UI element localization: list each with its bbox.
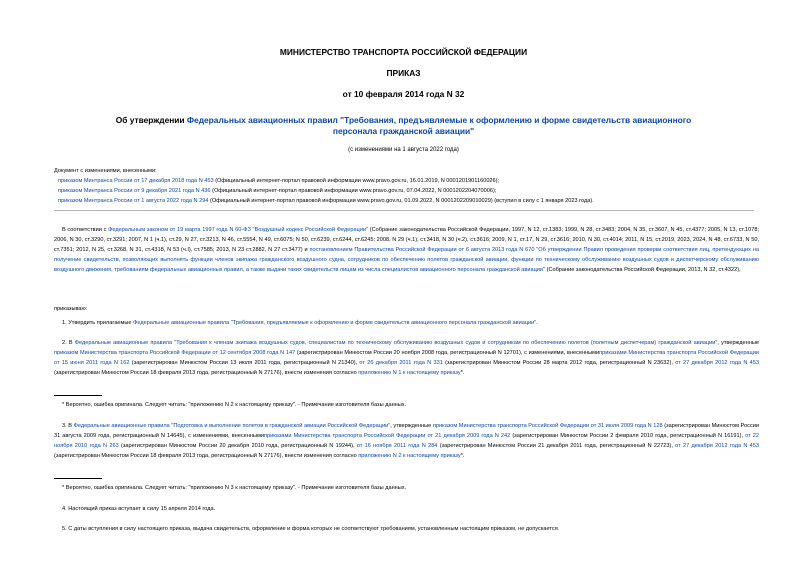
order-263-link[interactable]: от 22 ноября 2010 года N 263 <box>54 433 759 449</box>
footnote-rule <box>54 395 102 396</box>
clause-text: *. <box>460 370 465 376</box>
title-rules-link[interactable]: Федеральных авиационных правил "Требования, предъявляемые к оформлению и форме свидетельств авиационного персонала гражданской авиации" <box>186 115 692 136</box>
revision-note: (с изменениями на 1 августа 2022 года) <box>348 147 459 153</box>
clause-text: (зарегистрирован Минюстом России 31 августа 2009 года, регистрационный N 14645), с изменениями, внесенными <box>54 423 759 439</box>
change-source-2021: (Официальный интернет-портал правовой информации www.pravo.gov.ru, 07.04.2022, N 0001202204070006); <box>210 188 497 194</box>
document-title <box>95 115 712 137</box>
flight-rules-link[interactable]: Федеральные авиационные правила "Подготовка и выполнение полетов в гражданской авиации Российской Федерации" <box>73 423 391 429</box>
footnote-2: * Вероятно, ошибка оригинала. Следует читать: "приложению N 3 к настоящему приказу". - Примечание изготовителя базы данных. <box>62 485 407 491</box>
clause-text: *. <box>460 453 465 459</box>
change-item <box>54 196 794 206</box>
changes-intro: Документ с изменениями, внесенными: <box>54 168 157 174</box>
clause-text: (зарегистрирован Минюстом России 20 ноября 2008 года, регистрационный N 12701), с изменениями, внесенными <box>295 350 600 356</box>
clause-text: (зарегистрирован Минюстом России 18 февраля 2013 года, регистрационный N 27176), внести изменения согласно <box>54 370 359 376</box>
clause-text: 1. Утвердить прилагаемые <box>62 320 134 326</box>
order-word: приказываю: <box>54 306 88 312</box>
clause-text: (зарегистрирован Минюстом России 13 июля 2011 года, регистрационный N 21340), <box>129 360 360 366</box>
clause-text: . <box>536 320 538 326</box>
approved-rules-link[interactable]: Федеральные авиационные правила "Требования, предъявляемые к оформлению и форме свидетельств авиационного персонала гражданской авиации" <box>133 320 537 326</box>
clause-text: (зарегистрирован Минюстом России 18 февраля 2013 года, регистрационный N 27176), внести изменения согласно <box>54 453 359 459</box>
change-source-2018: (Официальный интернет-портал правовой информации www.pravo.gov.ru, 16.01.2019, N 0001201901160026); <box>213 178 500 184</box>
preamble-paragraph <box>54 225 759 275</box>
appendix-1-link[interactable]: приложению N 1 к настоящему приказу <box>358 370 461 376</box>
change-link-2021[interactable]: приказом Минтранса России от 9 декабря 2021 года N 436 <box>58 188 211 194</box>
changes-block <box>54 166 794 206</box>
footnote-rule <box>54 478 102 479</box>
order-453-link[interactable]: от 27 декабря 2012 года N 453 <box>675 443 759 449</box>
changes-divider <box>54 210 754 211</box>
change-item <box>54 186 794 196</box>
preamble-text: (Собрание законодательства Российской Федерации, 1997, N 12, ст.1383; 1999, N 28, ст.3483; 2004, N 35, ст.3607, N 45, ст.4377; 2005, N 13, ст.1078; 2006, N 30, ст.3290, ст.3291; 2007, N 1 (ч.1), ст.29, N 27, ст.3213, N 46, ст.5554, N 49, ст.6075; N 50, ст.6239, ст.6244, ст.6245; 2008, N 29 (ч.1), ст.3418, N 30 (ч.2), ст.3616; 2009, N 1, ст.17, N 29, ст.3616; 2010, N 30, ст.4014; 2011, N 15, ст.2019, 2023, 2024, N 48, ст.6733, N 50, ст.7351; 2012, N 25, ст.3268, N 31, ст.4318, N 53 (ч.I), ст.7585; 2013, N 23 ст.2882, N 27 ст.3477) и <box>54 227 759 253</box>
clause-text: , утвержденные <box>717 340 759 346</box>
order-128-link[interactable]: приказом Министерства транспорта Российской Федерации от 31 июля 2009 года N 128 <box>432 423 663 429</box>
order-331-link[interactable]: от 26 декабря 2011 года N 331 <box>359 360 443 366</box>
order-453-link[interactable]: от 27 декабря 2012 года N 453 <box>675 360 760 366</box>
clause-text: (зарегистрирован Минюстом России 28 марта 2012 года, регистрационный N 23632), <box>442 360 676 366</box>
order-147-link[interactable]: приказом Министерства транспорта Российской Федерации от 12 сентября 2008 года N 147 <box>54 350 296 356</box>
clause-text: 3. В <box>62 423 74 429</box>
change-link-2022[interactable]: приказом Минтранса России от 1 августа 2022 года N 294 <box>58 198 209 204</box>
clause-text: (зарегистрирован Минюстом России 21 декабря 2011 года, регистрационный N 22723), <box>437 443 676 449</box>
footnote-1: * Вероятно, ошибка оригинала. Следует читать: "приложению N 2 к настоящему приказу". - Примечание изготовителя базы данных. <box>62 402 407 408</box>
clause-5: 5. С даты вступления в силу настоящего приказа, выдача свидетельств, оформление и форма которых не соответствуют требованиям, установленным настоящим приказом, не допускается. <box>62 526 560 532</box>
clause-3 <box>54 421 759 461</box>
clause-text: 2. В <box>62 340 75 346</box>
clause-text: (зарегистрирован Минюстом России 20 декабря 2010 года, регистрационный N 19244), <box>118 443 357 449</box>
order-162-link[interactable]: приказами Министерства транспорта Российской Федерации от 15 июня 2011 года N 162 <box>54 350 759 366</box>
ministry-heading: МИНИСТЕРСТВО ТРАНСПОРТА РОССИЙСКОЙ ФЕДЕРАЦИИ <box>279 47 528 57</box>
clause-4: 4. Настоящий приказ вступает в силу 15 апреля 2014 года. <box>62 506 216 512</box>
change-source-2022: (Официальный интернет-портал правовой информации www.pravo.gov.ru, 01.09.2022, N 0001202209010029) (вступил в силу с 1 января 2023 года). <box>208 198 594 204</box>
preamble-text: (Собрание законодательства Российской Федерации, 2013, N 32, ст.4322), <box>545 267 741 273</box>
document-type: ПРИКАЗ <box>386 68 421 78</box>
title-prefix: Об утверждении <box>115 115 187 125</box>
crew-rules-link[interactable]: Федеральные авиационные правила "Требования к членам экипажа воздушных судов, специалистам по техническому обслуживанию воздушных судов и сотрудникам по обеспечению полетов (полетным диспетчерам) гражданской авиации" <box>74 340 718 346</box>
clause-2 <box>54 338 759 378</box>
document-date-number: от 10 февраля 2014 года N 32 <box>342 89 465 99</box>
preamble-text: В соответствии с <box>62 227 109 233</box>
resolution-670-link[interactable]: постановлением Правительства Российской Федерации от 6 августа 2013 года N 670 "Об утверждении Правил проведения проверки соответствия лиц, претендующих на получение свидетельств, позволяющих выполнять функции членов экипажа гражданского воздушного судна, сотрудников по обеспечению полетов гражданской авиации, функции по техническому обслуживанию воздушных судов и диспетчерскому обслуживанию воздушного движения, требованиям федеральных авиационных правил, а также выдачи таких свидетельств лицам из числа специалистов авиационного персонала гражданской авиации" <box>54 247 759 273</box>
air-code-link[interactable]: Федеральным законом от 19 марта 1997 года N 60-ФЗ "Воздушный кодекс Российской Федерации" <box>108 227 369 233</box>
order-242-link[interactable]: приказами Министерства транспорта Российской Федерации от 21 декабря 2009 года N 242 <box>263 433 511 439</box>
order-284-link[interactable]: от 16 ноября 2011 года N 284 <box>356 443 438 449</box>
clause-text: (зарегистрирован Минюстом России 2 февраля 2010 года, регистрационный N 16191), <box>510 433 746 439</box>
change-link-2018[interactable]: приказом Минтранса России от 17 декабря 2018 года N 453 <box>58 178 214 184</box>
clause-text: , утвержденные <box>390 423 433 429</box>
change-item <box>54 176 794 186</box>
clause-1 <box>54 318 759 328</box>
appendix-2-link[interactable]: приложению N 2 к настоящему приказу <box>358 453 461 459</box>
